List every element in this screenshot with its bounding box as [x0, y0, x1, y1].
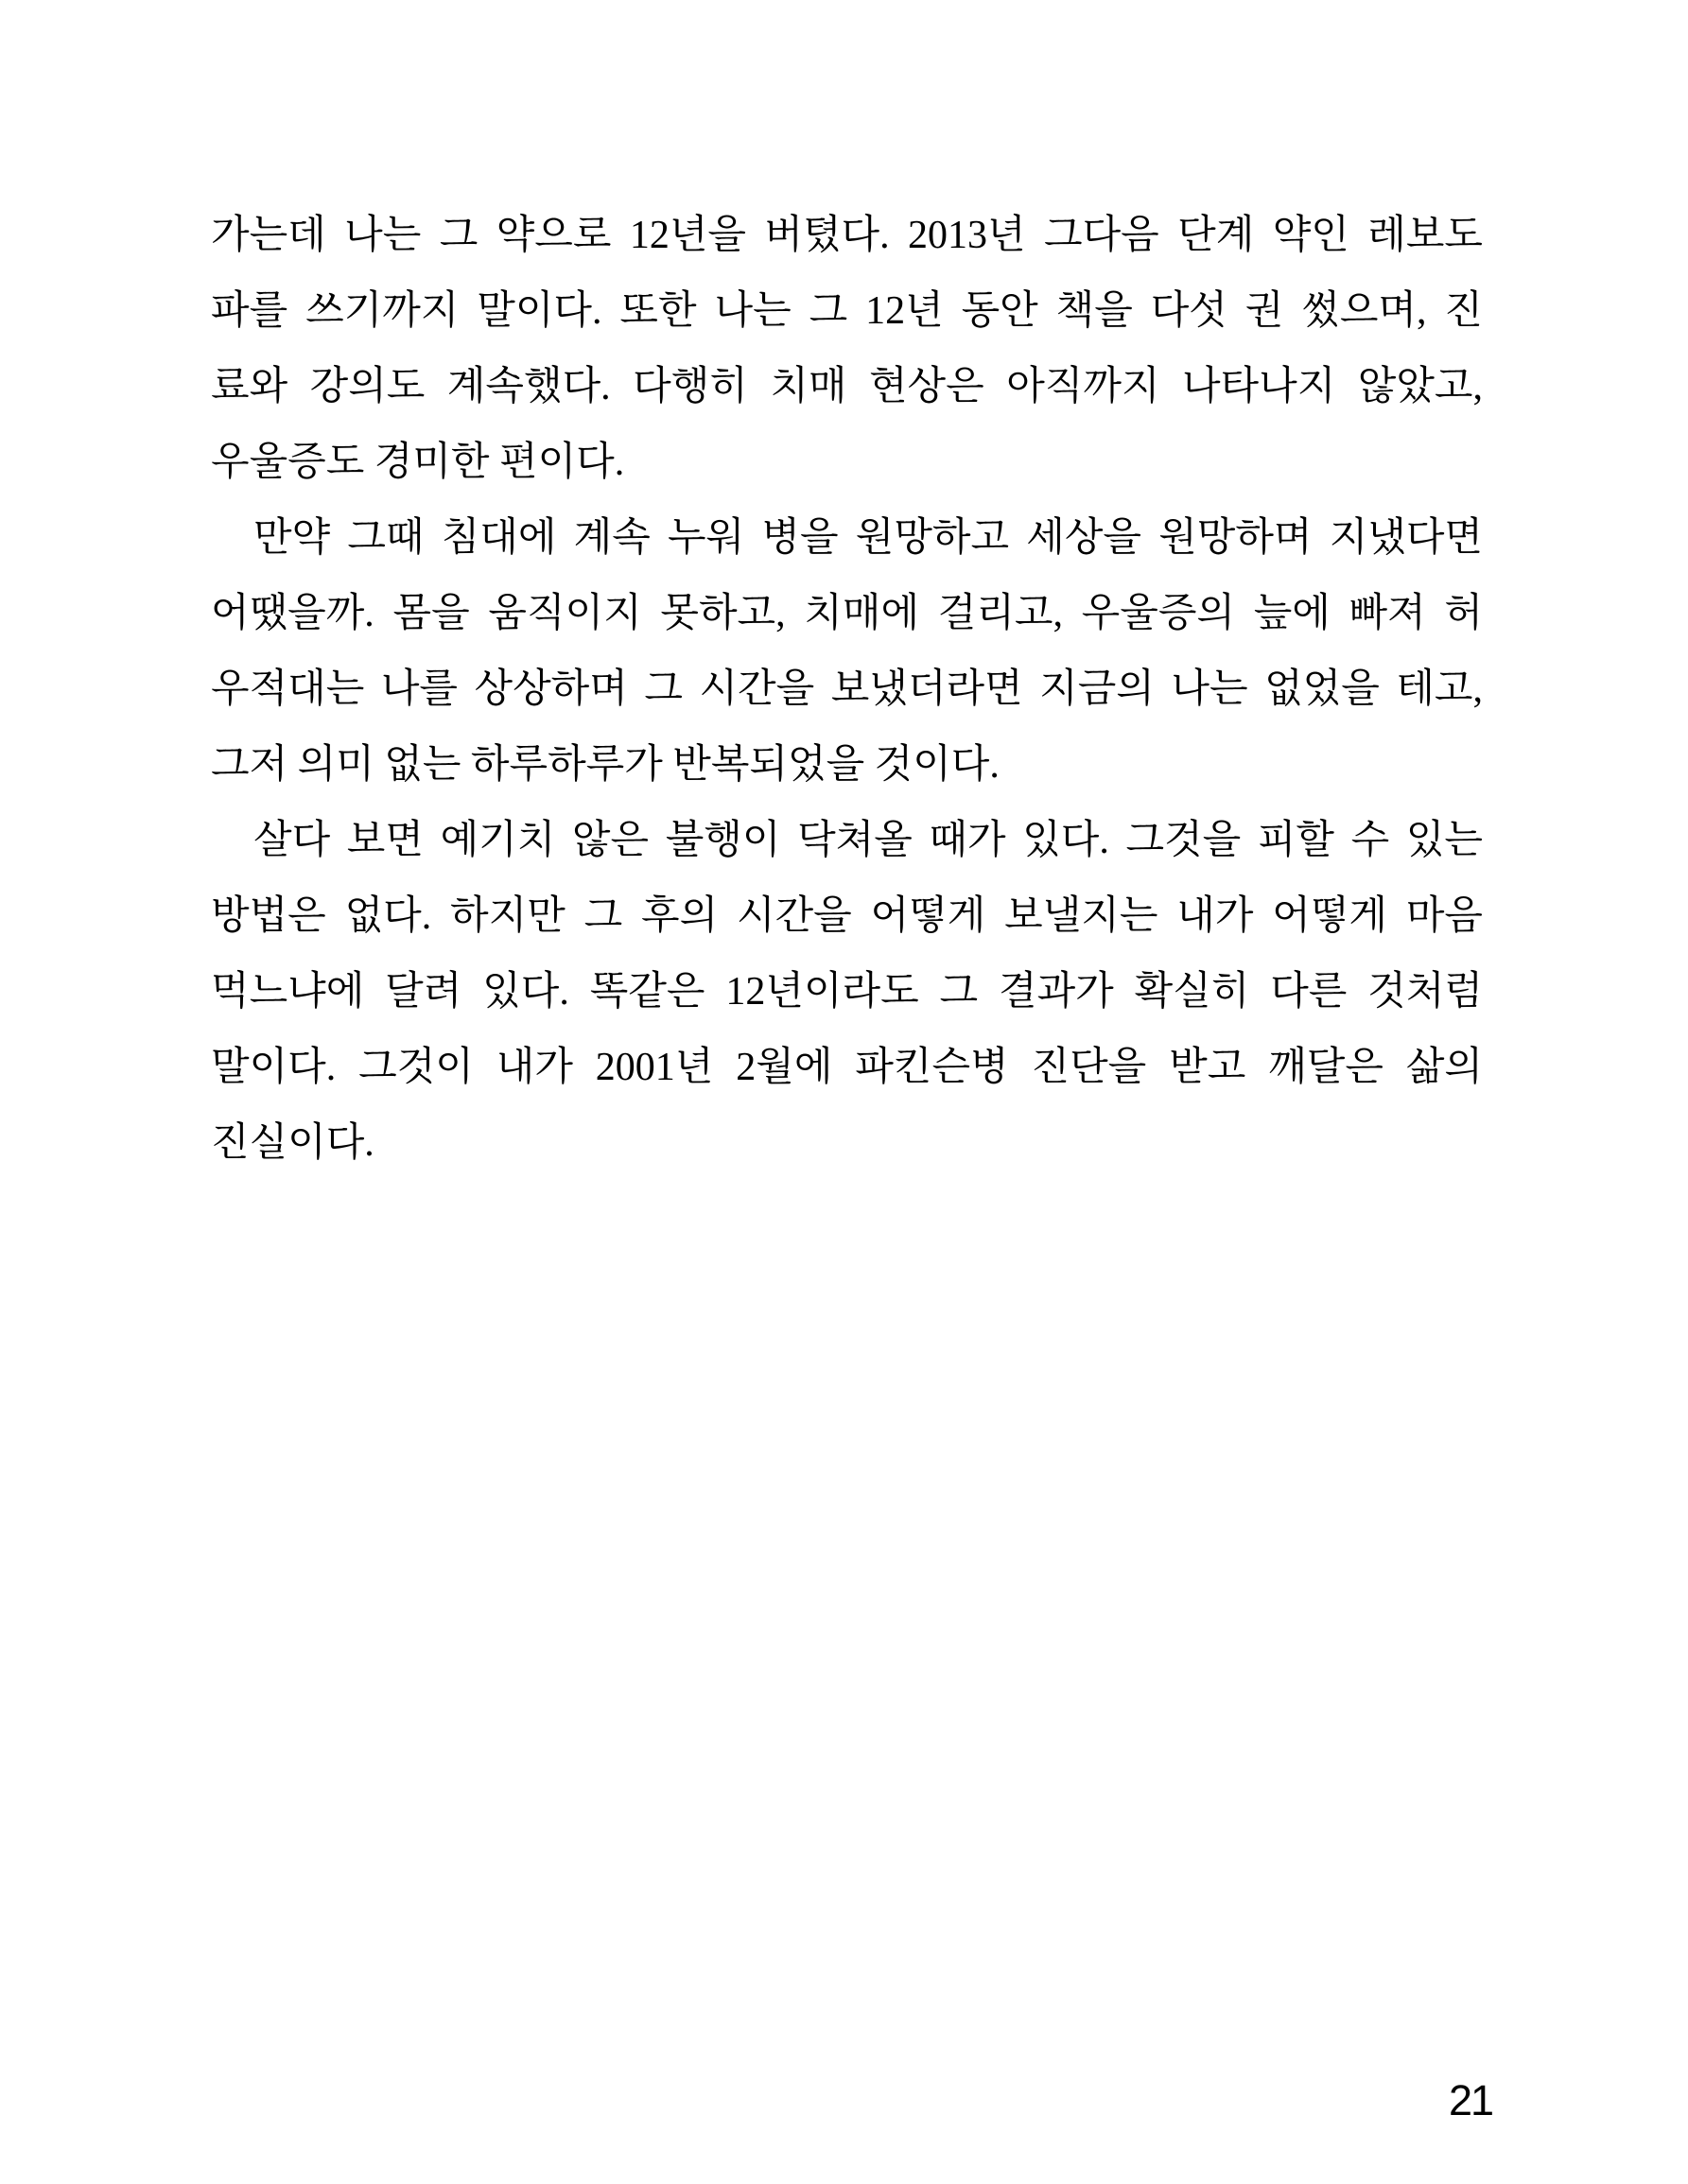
text-line: 가는데 나는 그 약으로 12년을 버텼다. 2013년 그다음 단계 약인 레보도	[211, 214, 1483, 257]
page-number: 21	[1449, 2076, 1493, 2124]
text-line: 먹느냐에 달려 있다. 똑같은 12년이라도 그 결과가 확실히 다른 것처럼	[211, 970, 1483, 1014]
text-line: 진실이다.	[211, 1121, 374, 1165]
text-line: 말이다. 그것이 내가 2001년 2월에 파킨슨병 진단을 받고 깨달은 삶의	[211, 1046, 1483, 1089]
text-line: 우적대는 나를 상상하며 그 시간을 보냈더라면 지금의 나는 없었을 테고,	[211, 667, 1483, 711]
body-text	[211, 198, 1483, 1181]
text-line: 살다 보면 예기치 않은 불행이 닥쳐올 때가 있다. 그것을 피할 수 있는	[253, 819, 1483, 862]
text-line: 그저 의미 없는 하루하루가 반복되었을 것이다.	[211, 743, 1000, 787]
text-line: 파를 쓰기까지 말이다. 또한 나는 그 12년 동안 책을 다섯 권 썼으며, 진	[211, 289, 1483, 333]
text-line: 어땠을까. 몸을 움직이지 못하고, 치매에 걸리고, 우울증의 늪에 빠져 허	[211, 592, 1483, 635]
text-line: 료와 강의도 계속했다. 다행히 치매 현상은 아직까지 나타나지 않았고,	[211, 365, 1483, 408]
text-line: 방법은 없다. 하지만 그 후의 시간을 어떻게 보낼지는 내가 어떻게 마음	[211, 894, 1483, 938]
text-line: 우울증도 경미한 편이다.	[211, 441, 625, 484]
text-line: 만약 그때 침대에 계속 누워 병을 원망하고 세상을 원망하며 지냈다면	[253, 516, 1483, 560]
